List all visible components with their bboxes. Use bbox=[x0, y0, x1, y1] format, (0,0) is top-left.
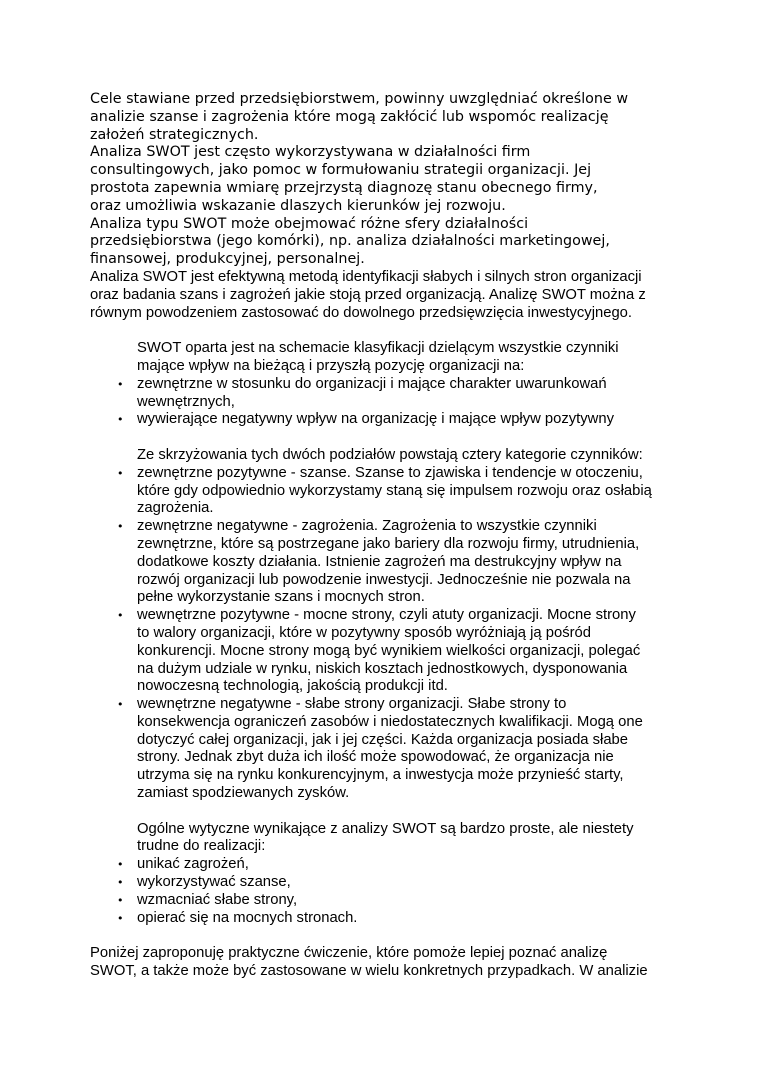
list-item-opportunities bbox=[90, 465, 690, 518]
text-line: przedsiębiorstwa (jego komórki), np. analiza działalności marketingowej, bbox=[90, 233, 610, 250]
text-line: SWOT, a także może być zastosowane w wielu konkretnych przypadkach. W analizie bbox=[90, 963, 648, 980]
intro-paragraph-3 bbox=[90, 216, 690, 269]
list-item bbox=[90, 411, 690, 429]
text-line: unikać zagrożeń, bbox=[137, 856, 249, 873]
spacer bbox=[90, 927, 690, 945]
bullet-icon: • bbox=[117, 698, 124, 712]
text-line: zewnętrzne w stosunku do organizacji i mające charakter uwarunkowań bbox=[137, 375, 607, 392]
summary-paragraph bbox=[90, 269, 690, 322]
text-line: opierać się na mocnych stronach. bbox=[137, 909, 358, 926]
text-line: rozwój organizacji lub powodzenie inwestycji. Jednocześnie nie pozwala na bbox=[137, 571, 631, 588]
list-item bbox=[90, 856, 690, 874]
text-line: wewnętrzne pozytywne - mocne strony, czyli atuty organizacji. Mocne strony bbox=[137, 607, 636, 624]
text-line: to walory organizacji, które w pozytywny sposób wyróżniają ją pośród bbox=[137, 624, 591, 641]
text-line: nowoczesną technologią, jakością produkcji itd. bbox=[137, 678, 448, 695]
spacer bbox=[90, 429, 690, 447]
categories-lead bbox=[137, 447, 690, 465]
text-line: analizie szanse i zagrożenia które mogą zakłócić lub wspomóc realizację bbox=[90, 108, 609, 125]
bullet-icon: • bbox=[117, 609, 124, 623]
closing-paragraph bbox=[90, 945, 690, 981]
text-line: które gdy odpowiednio wykorzystamy staną się impulsem rozwoju oraz osłabią bbox=[137, 482, 652, 499]
bullet-icon: • bbox=[117, 520, 124, 534]
classification-lead bbox=[137, 340, 690, 376]
classification-list bbox=[90, 376, 690, 429]
text-line: na dużym udziale w rynku, niskich kosztach jednostkowych, dysponowania bbox=[137, 660, 628, 677]
text-line: prostota zapewnia wmiarę przejrzystą diagnozę stanu obecnego firmy, bbox=[90, 179, 598, 196]
bullet-icon: • bbox=[117, 858, 124, 872]
categories-list bbox=[90, 465, 690, 803]
text-line: strony. Jednak zbyt duża ich ilość może spowodować, że organizacja nie bbox=[137, 749, 614, 766]
text-line: wzmacniać słabe strony, bbox=[137, 891, 298, 908]
text-line: mające wpływ na bieżącą i przyszłą pozycję organizacji na: bbox=[137, 357, 525, 374]
text-line: wewnętrzne negatywne - słabe strony organizacji. Słabe strony to bbox=[137, 696, 567, 713]
text-line: oraz umożliwia wskazanie dlaszych kierunków jej rozwoju. bbox=[90, 197, 506, 214]
text-line: zagrożenia. bbox=[137, 500, 214, 517]
intro-paragraph-1 bbox=[90, 91, 690, 144]
text-line: Poniżej zaproponuję praktyczne ćwiczenie, które pomoże lepiej poznać analizę bbox=[90, 945, 608, 962]
list-item-threats bbox=[90, 518, 690, 607]
guidelines-list bbox=[90, 856, 690, 927]
spacer bbox=[90, 322, 690, 340]
text-line: oraz badania szans i zagrożeń jakie stoją przed organizacją. Analizę SWOT można z bbox=[90, 286, 646, 303]
list-item bbox=[90, 892, 690, 910]
list-item-strengths bbox=[90, 607, 690, 696]
list-item bbox=[90, 376, 690, 412]
text-line: konkurencji. Mocne strony mogą być wynikiem wielkości organizacji, polegać bbox=[137, 642, 641, 659]
text-line: dodatkowe koszty działania. Istnienie zagrożeń ma destrukcyjny wpływ na bbox=[137, 553, 622, 570]
text-line: finansowej, produkcyjnej, personalnej. bbox=[90, 251, 365, 268]
text-line: Analiza SWOT jest często wykorzystywana w działalności firm bbox=[90, 144, 531, 161]
list-item bbox=[90, 874, 690, 892]
text-line: Analiza typu SWOT może obejmować różne sfery działalności bbox=[90, 215, 529, 232]
text-line: pełne wykorzystanie szans i mocnych stron. bbox=[137, 589, 425, 606]
text-line: Ze skrzyżowania tych dwóch podziałów powstają cztery kategorie czynników: bbox=[137, 446, 643, 463]
text-line: Cele stawiane przed przedsiębiorstwem, powinny uwzględniać określone w bbox=[90, 91, 629, 107]
text-line: zamiast spodziewanych zysków. bbox=[137, 785, 350, 802]
text-line: zewnętrzne negatywne - zagrożenia. Zagrożenia to wszystkie czynniki bbox=[137, 518, 597, 535]
text-line: zewnętrzne pozytywne - szanse. Szanse to zjawiska i tendencje w otoczeniu, bbox=[137, 464, 643, 481]
list-item bbox=[90, 910, 690, 928]
text-line: utrzyma się na rynku konkurencyjnym, a inwestycja może przynieść starty, bbox=[137, 767, 624, 784]
document-page bbox=[90, 91, 690, 981]
text-line: dotyczyć całej organizacji, jak i jej części. Każda organizacja posiada słabe bbox=[137, 731, 629, 748]
text-line: zewnętrzne, które są postrzegane jako bariery dla rozwoju firmy, utrudnienia, bbox=[137, 535, 640, 552]
bullet-icon: • bbox=[117, 466, 124, 480]
text-line: konsekwencja ograniczeń zasobów i niedostatecznych kwalifikacji. Mogą one bbox=[137, 713, 643, 730]
text-line: założeń strategicznych. bbox=[90, 126, 259, 143]
text-line: wykorzystywać szanse, bbox=[137, 874, 291, 891]
text-line: Analiza SWOT jest efektywną metodą identyfikacji słabych i silnych stron organizacji bbox=[90, 268, 642, 285]
bullet-icon: • bbox=[117, 413, 124, 427]
text-line: Ogólne wytyczne wynikające z analizy SWOT są bardzo proste, ale niestety bbox=[137, 820, 634, 837]
text-line: consultingowych, jako pomoc w formułowaniu strategii organizacji. Jej bbox=[90, 162, 592, 179]
bullet-icon: • bbox=[117, 911, 124, 925]
text-line: SWOT oparta jest na schemacie klasyfikacji dzielącym wszystkie czynniki bbox=[137, 340, 619, 357]
guidelines-lead bbox=[137, 821, 690, 857]
spacer bbox=[90, 803, 690, 821]
text-line: wywierające negatywny wpływ na organizację i mające wpływ pozytywny bbox=[137, 411, 614, 428]
text-line: równym powodzeniem zastosować do dowolnego przedsięwzięcia inwestycyjnego. bbox=[90, 304, 633, 321]
bullet-icon: • bbox=[117, 876, 124, 890]
intro-paragraph-2 bbox=[90, 144, 690, 215]
list-item-weaknesses bbox=[90, 696, 690, 803]
text-line: wewnętrznych, bbox=[137, 393, 235, 410]
bullet-icon: • bbox=[117, 377, 124, 391]
text-line: trudne do realizacji: bbox=[137, 838, 266, 855]
bullet-icon: • bbox=[117, 893, 124, 907]
